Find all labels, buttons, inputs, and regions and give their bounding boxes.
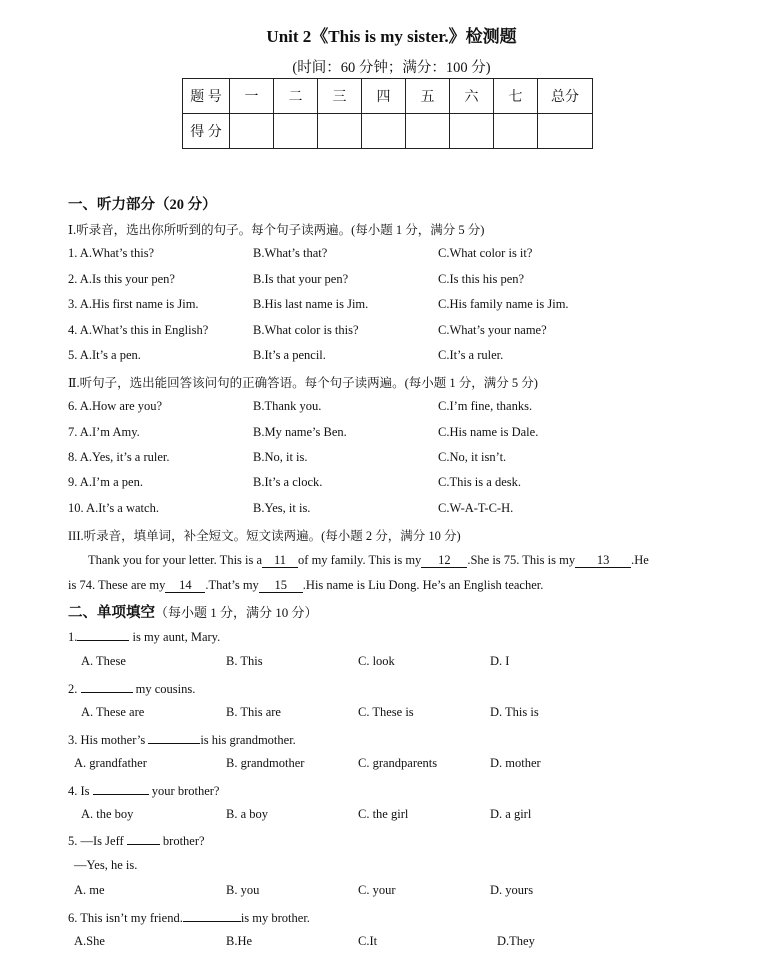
passage-text: of my family. This is my bbox=[298, 553, 422, 567]
mc-q3-option-d: D. mother bbox=[490, 756, 541, 770]
mc-q2-option-a: A. These are bbox=[81, 705, 145, 719]
passage-text: is 74. These are my bbox=[68, 578, 166, 592]
q7-option-c: C.His name is Dale. bbox=[438, 425, 539, 439]
blank-15[interactable]: 15 bbox=[259, 578, 303, 593]
part3-instruction: III.听录音，填单词，补全短文。短文读两遍。(每小题 2 分，满分 10 分) bbox=[68, 529, 461, 543]
stem-text: 2. bbox=[68, 682, 81, 696]
answer-blank[interactable] bbox=[127, 832, 160, 845]
answer-blank[interactable] bbox=[183, 909, 241, 922]
q7-option-a: 7. A.I’m Amy. bbox=[68, 425, 140, 439]
q3-option-a: 3. A.His first name is Jim. bbox=[68, 297, 199, 311]
mc-q5-option-c: C. your bbox=[358, 883, 396, 897]
q5-option-a: 5. A.It’s a pen. bbox=[68, 348, 141, 362]
passage-text: .His name is Liu Dong. He’s an English teacher. bbox=[302, 578, 544, 592]
header-cell: 五 bbox=[406, 79, 450, 114]
mc-q4-option-a: A. the boy bbox=[81, 807, 134, 821]
q9-option-a: 9. A.I’m a pen. bbox=[68, 475, 143, 489]
q3-option-c: C.His family name is Jim. bbox=[438, 297, 569, 311]
section2-title: 二、单项填空 bbox=[68, 605, 155, 621]
score-table-header-row bbox=[183, 79, 593, 114]
stem-text: 3. His mother’s bbox=[68, 733, 149, 747]
stem-text: 6. This isn’t my friend. bbox=[68, 911, 183, 925]
stem-text: is his grandmother. bbox=[200, 733, 296, 747]
mc-q6-option-d: D.They bbox=[497, 934, 535, 948]
passage-line-1 bbox=[88, 553, 649, 568]
stem-text: your brother? bbox=[148, 784, 220, 798]
passage-text: .She is 75. This is my bbox=[467, 553, 576, 567]
q9-option-b: B.It’s a clock. bbox=[253, 475, 323, 489]
stem-text: my cousins. bbox=[132, 682, 196, 696]
answer-blank[interactable] bbox=[81, 680, 133, 693]
score-cell[interactable] bbox=[230, 114, 274, 149]
header-cell: 六 bbox=[450, 79, 494, 114]
mc-q6-option-c: C.It bbox=[358, 934, 378, 948]
q5-option-b: B.It’s a pencil. bbox=[253, 348, 326, 362]
mc-q6-stem bbox=[68, 909, 310, 926]
mc-q1-option-a: A. These bbox=[81, 654, 126, 668]
blank-11[interactable]: 11 bbox=[262, 553, 298, 568]
q6-option-a: 6. A.How are you? bbox=[68, 399, 163, 413]
passage-text: .He bbox=[631, 553, 649, 567]
score-table bbox=[182, 78, 593, 149]
mc-q6-option-a: A.She bbox=[74, 934, 105, 948]
header-cell: 二 bbox=[274, 79, 318, 114]
q4-option-c: C.What’s your name? bbox=[438, 323, 547, 337]
page-subtitle: (时间：60 分钟；满分：100 分) bbox=[292, 60, 491, 76]
mc-q4-option-b: B. a boy bbox=[226, 807, 269, 821]
mc-q1-option-c: C. look bbox=[358, 654, 395, 668]
mc-q1-option-b: B. This bbox=[226, 654, 263, 668]
mc-q2-option-b: B. This are bbox=[226, 705, 281, 719]
mc-q5-stem bbox=[68, 832, 205, 849]
mc-q3-option-b: B. grandmother bbox=[226, 756, 305, 770]
blank-12[interactable]: 12 bbox=[421, 553, 467, 568]
q9-option-c: C.This is a desk. bbox=[438, 475, 521, 489]
stem-text: is my brother. bbox=[240, 911, 310, 925]
mc-q5-option-d: D. yours bbox=[490, 883, 534, 897]
mc-q3-option-a: A. grandfather bbox=[74, 756, 147, 770]
header-cell: 三 bbox=[318, 79, 362, 114]
stem-text: brother? bbox=[159, 834, 205, 848]
mc-q3-option-c: C. grandparents bbox=[358, 756, 438, 770]
q3-option-b: B.His last name is Jim. bbox=[253, 297, 369, 311]
q2-option-a: 2. A.Is this your pen? bbox=[68, 272, 175, 286]
mc-q5-option-a: A. me bbox=[74, 883, 105, 897]
score-cell[interactable] bbox=[274, 114, 318, 149]
header-cell: 总分 bbox=[538, 79, 593, 114]
score-cell[interactable] bbox=[362, 114, 406, 149]
mc-q2-stem bbox=[68, 680, 195, 697]
header-cell: 四 bbox=[362, 79, 406, 114]
passage-line-2 bbox=[68, 578, 543, 593]
score-cell[interactable] bbox=[318, 114, 362, 149]
q1-option-b: B.What’s that? bbox=[253, 246, 328, 260]
mc-q4-option-d: D. a girl bbox=[490, 807, 532, 821]
passage-text: .That’s my bbox=[205, 578, 259, 592]
q8-option-a: 8. A.Yes, it’s a ruler. bbox=[68, 450, 170, 464]
q7-option-b: B.My name’s Ben. bbox=[253, 425, 347, 439]
q8-option-b: B.No, it is. bbox=[253, 450, 308, 464]
q10-option-a: 10. A.It’s a watch. bbox=[68, 501, 159, 515]
mc-q5-response: —Yes, he is. bbox=[74, 858, 138, 872]
mc-q6-option-b: B.He bbox=[226, 934, 253, 948]
answer-blank[interactable] bbox=[93, 782, 149, 795]
blank-14[interactable]: 14 bbox=[165, 578, 205, 593]
part2-instruction: Ⅱ.听句子，选出能回答该问句的正确答语。每个句子读两遍。(每小题 1 分，满分 5 分) bbox=[68, 376, 538, 390]
answer-blank[interactable] bbox=[148, 731, 200, 744]
section2-note: （每小题 1 分，满分 10 分） bbox=[155, 605, 318, 620]
mc-q4-stem bbox=[68, 782, 219, 799]
page-title: Unit 2《This is my sister.》检测题 bbox=[266, 27, 517, 46]
mc-q3-stem bbox=[68, 731, 296, 748]
q5-option-c: C.It’s a ruler. bbox=[438, 348, 504, 362]
q1-option-a: 1. A.What’s this? bbox=[68, 246, 155, 260]
mc-q1-option-d: D. I bbox=[490, 654, 510, 668]
mc-q4-option-c: C. the girl bbox=[358, 807, 409, 821]
stem-text: 5. —Is Jeff bbox=[68, 834, 127, 848]
part1-instruction: Ⅰ.听录音，选出你所听到的句子。每个句子读两遍。(每小题 1 分，满分 5 分) bbox=[68, 223, 485, 237]
q10-option-b: B.Yes, it is. bbox=[253, 501, 311, 515]
answer-blank[interactable] bbox=[77, 628, 129, 641]
row-label: 得 分 bbox=[183, 114, 230, 149]
stem-text: 4. Is bbox=[68, 784, 93, 798]
q10-option-c: C.W-A-T-C-H. bbox=[438, 501, 514, 515]
stem-text: 1. bbox=[68, 630, 78, 644]
mc-q2-option-c: C. These is bbox=[358, 705, 414, 719]
q6-option-c: C.I’m fine, thanks. bbox=[438, 399, 533, 413]
q2-option-c: C.Is this his pen? bbox=[438, 272, 525, 286]
q4-option-a: 4. A.What’s this in English? bbox=[68, 323, 209, 337]
section2-heading bbox=[68, 601, 318, 622]
section1-heading: 一、听力部分（20 分） bbox=[68, 197, 217, 213]
mc-q5-option-b: B. you bbox=[226, 883, 260, 897]
q1-option-c: C.What color is it? bbox=[438, 246, 533, 260]
header-label: 题 号 bbox=[183, 79, 230, 114]
q2-option-b: B.Is that your pen? bbox=[253, 272, 349, 286]
stem-text: is my aunt, Mary. bbox=[129, 630, 221, 644]
blank-13[interactable]: 13 bbox=[575, 553, 631, 568]
score-cell[interactable] bbox=[494, 114, 538, 149]
score-cell[interactable] bbox=[406, 114, 450, 149]
header-cell: 一 bbox=[230, 79, 274, 114]
q4-option-b: B.What color is this? bbox=[253, 323, 359, 337]
score-table-score-row bbox=[183, 114, 593, 149]
score-cell[interactable] bbox=[538, 114, 593, 149]
mc-q1-stem bbox=[68, 628, 220, 645]
mc-q2-option-d: D. This is bbox=[490, 705, 539, 719]
passage-text: Thank you for your letter. This is a bbox=[88, 553, 263, 567]
header-cell: 七 bbox=[494, 79, 538, 114]
q8-option-c: C.No, it isn’t. bbox=[438, 450, 507, 464]
q6-option-b: B.Thank you. bbox=[253, 399, 322, 413]
score-cell[interactable] bbox=[450, 114, 494, 149]
